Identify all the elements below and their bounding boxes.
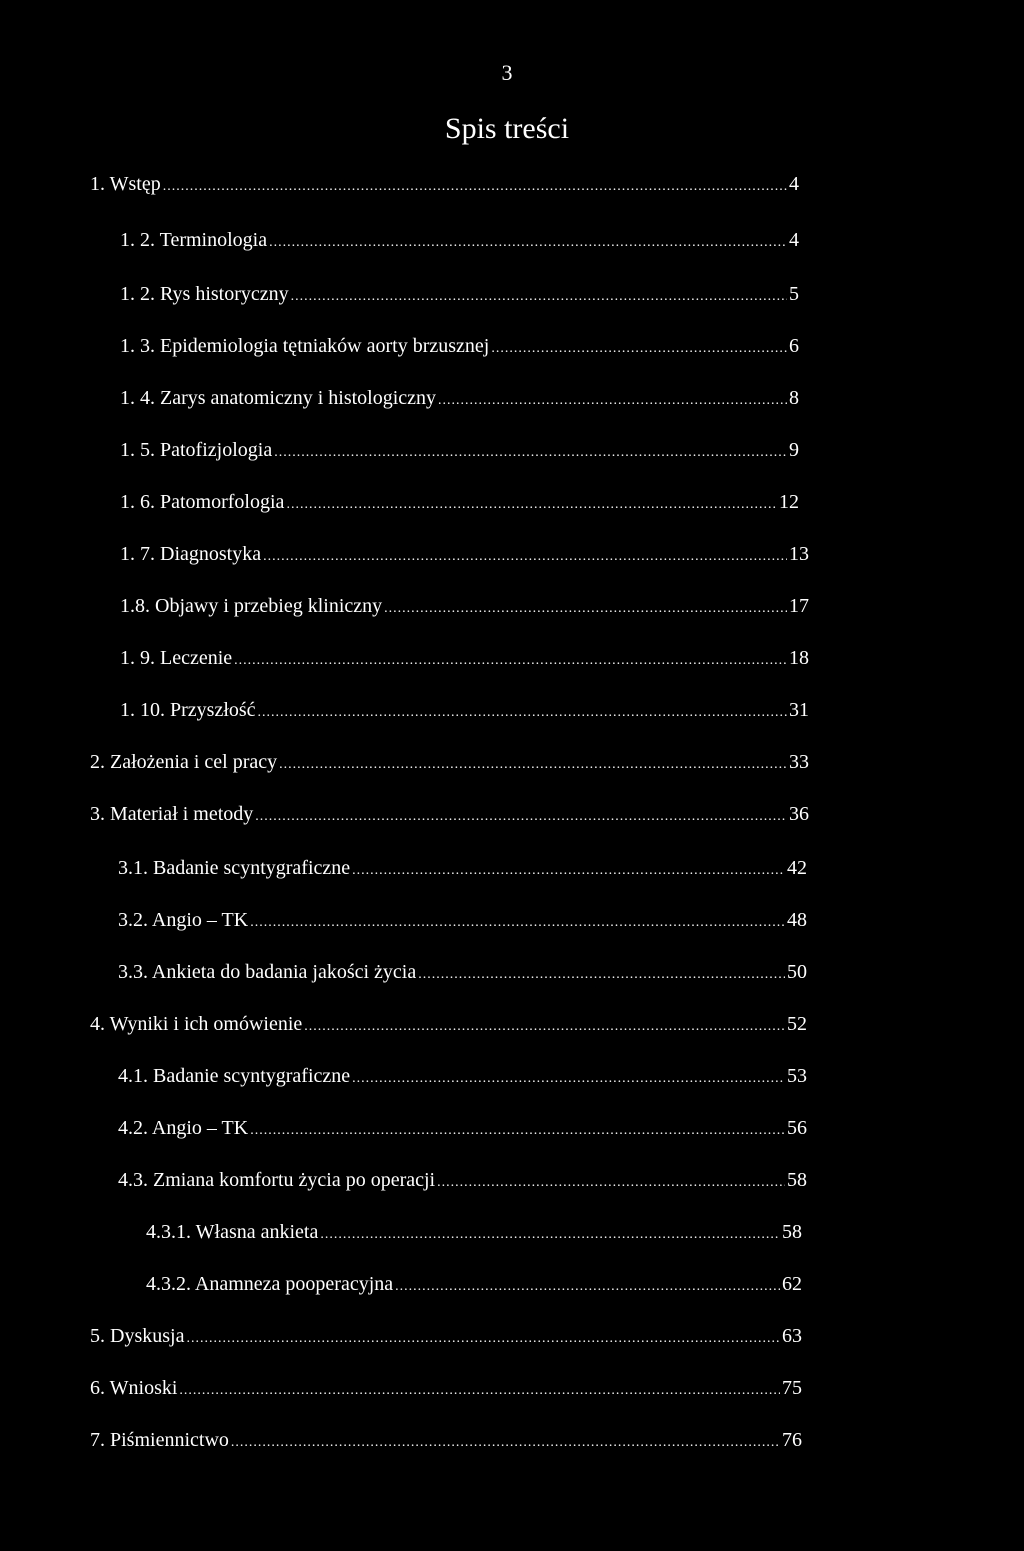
toc-leader-dots [269,231,787,255]
toc-leader-dots [304,1015,785,1039]
toc-entry-label: 3.2. Angio – TK [118,909,249,931]
toc-entry-page: 42 [787,857,807,879]
toc-leader-dots [186,1327,780,1351]
toc-entry-page: 4 [789,229,799,251]
toc-leader-dots [438,389,787,413]
toc-leader-dots [352,859,785,883]
toc-leader-dots [250,911,785,935]
toc-leader-dots [163,175,787,199]
toc-entry [118,908,807,932]
toc-entry-label: 3. Materiał i metody [90,803,254,825]
toc-entry [90,1324,802,1348]
toc-entry-label: 1. 10. Przyszłość [120,699,256,721]
toc-entry-label: 1. 2. Rys historyczny [120,283,289,305]
toc-entry-page: 12 [779,491,799,513]
toc-leader-dots [179,1379,780,1403]
toc-leader-dots [352,1067,785,1091]
toc-entry-label: 1. 4. Zarys anatomiczny i histologiczny [120,387,437,409]
toc-entry-page: 18 [789,647,809,669]
toc-leader-dots [437,1171,785,1195]
toc-entry-page: 63 [782,1325,802,1347]
toc-entry-label: 6. Wnioski [90,1377,178,1399]
toc-entry-label: 1.8. Objawy i przebieg kliniczny [120,595,383,617]
toc-entry-page: 56 [787,1117,807,1139]
toc-entry [120,438,799,462]
toc-entry [120,594,809,618]
toc-entry [118,1168,807,1192]
toc-entry [90,750,809,774]
toc-leader-dots [258,701,787,725]
toc-entry [146,1272,802,1296]
toc-leader-dots [395,1275,780,1299]
toc-entry [120,490,799,514]
toc-entry-label: 4.2. Angio – TK [118,1117,249,1139]
toc-entry [90,1376,802,1400]
toc-entry-page: 52 [787,1013,807,1035]
toc-entry-label: 1. 3. Epidemiologia tętniaków aorty brzusznej [120,335,490,357]
toc-leader-dots [274,441,787,465]
toc-entry [90,172,799,196]
toc-entry [120,698,809,722]
toc-entry [118,856,807,880]
toc-entry [120,334,799,358]
toc-leader-dots [320,1223,780,1247]
toc-entry-label: 1. Wstęp [90,173,161,195]
toc-leader-dots [255,805,787,829]
toc-entry-page: 17 [789,595,809,617]
toc-entry-label: 2. Założenia i cel pracy [90,751,278,773]
toc-entry [120,228,799,252]
toc-entry-page: 53 [787,1065,807,1087]
toc-entry [90,1428,802,1452]
toc-entry-page: 75 [782,1377,802,1399]
toc-entry-page: 13 [789,543,809,565]
toc-entry [90,802,809,826]
toc-entry-label: 4.3.1. Własna ankieta [146,1221,319,1243]
toc-entry-label: 1. 6. Patomorfologia [120,491,285,513]
toc-entry-page: 5 [789,283,799,305]
toc-entry-page: 4 [789,173,799,195]
toc-leader-dots [291,285,787,309]
toc-entry [120,542,809,566]
toc-entry-label: 7. Piśmiennictwo [90,1429,229,1451]
toc-entry-page: 58 [787,1169,807,1191]
toc-entry-label: 1. 9. Leczenie [120,647,233,669]
toc-leader-dots [234,649,787,673]
toc-entry-label: 4. Wyniki i ich omówienie [90,1013,303,1035]
page-number: 3 [501,60,513,85]
toc-leader-dots [279,753,787,777]
toc-entry [118,960,807,984]
toc-entry-label: 3.1. Badanie scyntygraficzne [118,857,351,879]
toc-entry [120,282,799,306]
toc-entry-label: 5. Dyskusja [90,1325,185,1347]
toc-entry-page: 33 [789,751,809,773]
toc-entry-label: 4.3. Zmiana komfortu życia po operacji [118,1169,436,1191]
toc-entry [120,646,809,670]
toc-entry-page: 50 [787,961,807,983]
toc-entry [120,386,799,410]
toc-entry-page: 6 [789,335,799,357]
toc-leader-dots [286,493,777,517]
toc-leader-dots [263,545,787,569]
toc-leader-dots [250,1119,785,1143]
page-title: Spis treści [444,112,570,145]
toc-entry-label: 1. 7. Diagnostyka [120,543,262,565]
toc-entry-page: 62 [782,1273,802,1295]
toc-leader-dots [231,1431,780,1455]
toc-entry-page: 58 [782,1221,802,1243]
toc-entry [118,1116,807,1140]
toc-leader-dots [418,963,785,987]
toc-entry-page: 76 [782,1429,802,1451]
toc-entry-page: 9 [789,439,799,461]
toc-entry-page: 31 [789,699,809,721]
toc-entry [118,1064,807,1088]
toc-leader-dots [384,597,787,621]
toc-entry [90,1012,807,1036]
toc-entry-page: 48 [787,909,807,931]
toc-leader-dots [491,337,787,361]
toc-entry-label: 1. 2. Terminologia [120,229,268,251]
toc-entry-label: 4.1. Badanie scyntygraficzne [118,1065,351,1087]
toc-entry-label: 1. 5. Patofizjologia [120,439,273,461]
toc-entry-label: 3.3. Ankieta do badania jakości życia [118,961,417,983]
toc-entry-page: 36 [789,803,809,825]
toc-entry-page: 8 [789,387,799,409]
toc-entry-label: 4.3.2. Anamneza pooperacyjna [146,1273,394,1295]
toc-entry [146,1220,802,1244]
